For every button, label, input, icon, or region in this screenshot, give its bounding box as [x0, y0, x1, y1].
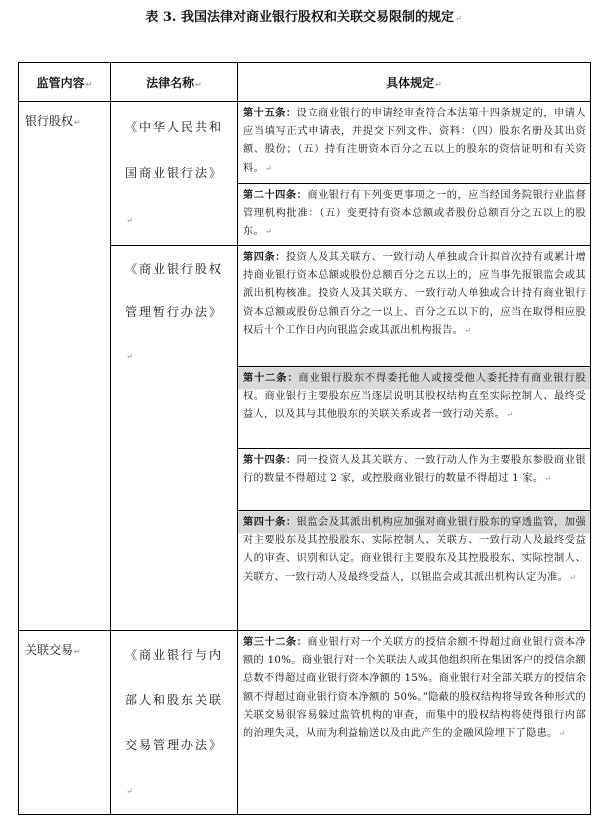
header-row	[19, 63, 591, 102]
provision-cell: 第四十条：银监会及其派出机构应加强对商业银行股东的穿透监管，加强对主要股东及其控股股东、实际控制人、关联方、一致行动人及最终受益人的审查、识别和认定。商业银行主要股东及其控股股东、实际控制人、关联方、一致行动人及最终受益人，以银监会或其派出机构认定为准。↵	[238, 511, 591, 631]
provision-cell: 第十二条：商业银行股东不得委托他人或接受他人委托持有商业银行股权。商业银行主要股东应当逐层说明其股权结构直至实际控制人、最终受益人，以及其与其他股东的关联关系或者一致行动关系。↵	[238, 367, 591, 449]
provision-cell: 第二十四条：商业银行有下列变更事项之一的，应当经国务院银行业监督管理机构批准：（五）变更持有资本总额或者股份总额百分之五以上的股东。↵	[238, 184, 591, 246]
paragraph-mark-icon: ↵	[435, 79, 442, 89]
paragraph-mark-icon: ↵	[264, 163, 272, 173]
paragraph-mark-icon: ↵	[85, 79, 93, 89]
law-name-cell: 《商业银行与内部人和股东关联交易管理办法》↵	[111, 631, 238, 815]
table-row	[19, 102, 591, 184]
paragraph-mark-icon: ↵	[264, 227, 272, 237]
category-cell-related-transactions: 关联交易↵	[19, 631, 111, 815]
table-row	[19, 631, 591, 815]
table-caption	[0, 6, 607, 25]
provision-cell: 第十四条：同一投资人及其关联方、一致行动人作为主要股东参股商业银行的数量不得超过 2 家，或控股商业银行的数量不得超过 1 家。↵	[238, 449, 591, 511]
paragraph-mark-icon: ↵	[74, 118, 81, 127]
provision-cell: 第三十二条：商业银行对一个关联方的授信余额不得超过商业银行资本净额的 10%。商业银行对一个关联法人或其他组织所在集团客户的授信余额总数不得超过商业银行资本净额的 15%。商业银行对全部关联方的授信余额不得超过商业银行资本净额的 50%。”隐蔽的股权结构将导致各种形式的关联交易很容易躲过监管机构的审查，而集中的股权结构将使得银行内部的治理失灵，从而为利益输送以及由此产生的金融风险埋下了隐患。↵	[238, 631, 591, 815]
paragraph-mark-icon: ↵	[126, 352, 135, 361]
paragraph-mark-icon: ↵	[464, 325, 472, 335]
header-cell-category: 监管内容↵	[19, 63, 111, 102]
regulation-table	[18, 62, 591, 815]
law-name-cell: 《中华人民共和国商业银行法》↵	[111, 102, 238, 246]
paragraph-mark-icon: ↵	[569, 572, 577, 582]
paragraph-mark-icon: ↵	[126, 216, 135, 225]
paragraph-mark-icon: ↵	[195, 79, 202, 89]
paragraph-mark-icon: ↵	[454, 14, 462, 23]
header-cell-law: 法律名称↵	[111, 63, 238, 102]
paragraph-mark-icon: ↵	[126, 787, 135, 796]
category-cell-equity: 银行股权↵	[19, 102, 111, 631]
paragraph-mark-icon: ↵	[74, 647, 81, 656]
provision-cell: 第四条：投资人及其关联方、一致行动人单独或合计拟首次持有或累计增持商业银行资本总额或股份总额百分之五以上的，应当事先报银监会或其派出机构核准。投资人及其关联方、一致行动人单独或合计持有商业银行资本总额或股份总额百分之一以上、百分之五以下的，应当在取得相应股权后十个工作日内向银监会或其派出机构报告。↵	[238, 246, 591, 367]
header-cell-provisions: 具体规定↵	[238, 63, 591, 102]
paragraph-mark-icon: ↵	[506, 410, 514, 420]
caption-text: 表 3. 我国法律对商业银行股权和关联交易限制的规定	[145, 10, 454, 25]
paragraph-mark-icon: ↵	[544, 474, 552, 484]
paragraph-mark-icon: ↵	[558, 729, 566, 739]
law-name-cell: 《商业银行股权管理暂行办法》↵	[111, 246, 238, 631]
provision-cell: 第十五条：设立商业银行的申请经审查符合本法第十四条规定的，申请人应当填写正式申请表，并提交下列文件、资料：（四）股东名册及其出资额、股份；（五）持有注册资本百分之五以上的股东的资信证明和有关资料。↵	[238, 102, 591, 184]
